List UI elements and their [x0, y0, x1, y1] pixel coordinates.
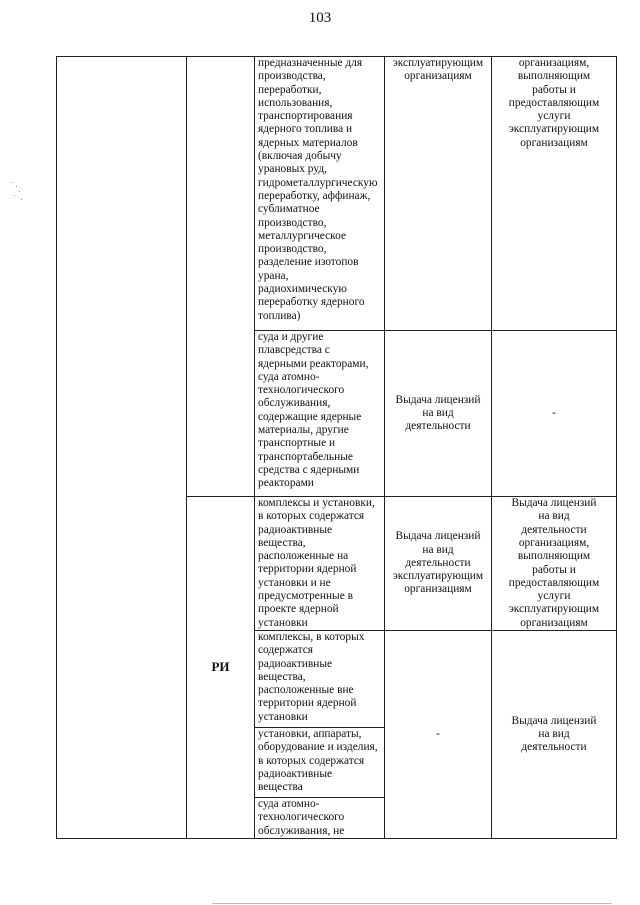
object-description-cell [255, 57, 385, 331]
object-description-cell [255, 497, 385, 631]
contractor-licensing-cell [492, 631, 617, 839]
contractor-licensing-cell [492, 57, 617, 331]
operator-licensing-text: эксплуатирующим организациям [392, 57, 484, 83]
contractor-licensing-cell [492, 331, 617, 497]
operator-licensing-text: Выдача лицензий на вид деятельности [395, 393, 481, 433]
table-row [57, 57, 617, 331]
operator-licensing-text: Выдача лицензий на вид деятельности эксплуатирующим организациям [392, 530, 484, 596]
object-description: комплексы, в которых содержатся радиоактивные вещества, расположенные вне территории ядерной установки [258, 631, 365, 723]
subcategory-cell [187, 57, 255, 497]
contractor-licensing-cell [492, 497, 617, 631]
scan-noise [10, 180, 24, 202]
operator-licensing-cell [385, 631, 492, 839]
contractor-licensing-text: - [552, 406, 556, 419]
object-description: суда и другие плавсредства с ядерными реакторами, суда атомно- технологического обслуживания, содержащие ядерные материалы, другие транспортные и транспортабельные средства с ядерными реакторами [258, 331, 369, 490]
contractor-licensing-text: Выдача лицензий на вид деятельности организациям, выполняющим работы и предоставляющим услуги эксплуатирующим организациям [508, 497, 600, 629]
object-description-cell [255, 728, 385, 798]
subcategory-cell [187, 497, 255, 839]
operator-licensing-cell [385, 331, 492, 497]
object-description: суда атомно- технологического обслуживания, не [258, 798, 345, 837]
page-number: 103 [308, 10, 332, 26]
operator-licensing-text: - [436, 727, 440, 740]
subcategory-label: РИ [211, 658, 230, 674]
object-description-cell [255, 631, 385, 728]
operator-licensing-cell [385, 497, 492, 631]
scan-edge-line [212, 903, 612, 904]
object-description-cell [255, 798, 385, 839]
contractor-licensing-text: организациям, выполняющим работы и предоставляющим услуги эксплуатирующим организациям [508, 57, 600, 149]
object-description: предназначенные для производства, переработки, использования, транспортирования ядерного топлива и ядерных материалов (включая добычу урановых руд, гидрометаллургическую переработку, аффинаж, сублиматное производство, металлургическое производство, разделение изотопов урана, радиохимическую переработку ядерного топлива) [258, 57, 378, 322]
contractor-licensing-text: Выдача лицензий на вид деятельности [511, 714, 597, 754]
object-description: установки, аппараты, оборудование и изделия, в которых содержатся радиоактивные вещества [258, 728, 378, 794]
operator-licensing-cell [385, 57, 492, 331]
license-table [56, 56, 617, 839]
object-description-cell [255, 331, 385, 497]
category-cell [57, 57, 187, 839]
object-description: комплексы и установки, в которых содержатся радиоактивные вещества, расположенные на территории ядерной установки и не предусмотренные в проекте ядерной установки [258, 497, 375, 629]
